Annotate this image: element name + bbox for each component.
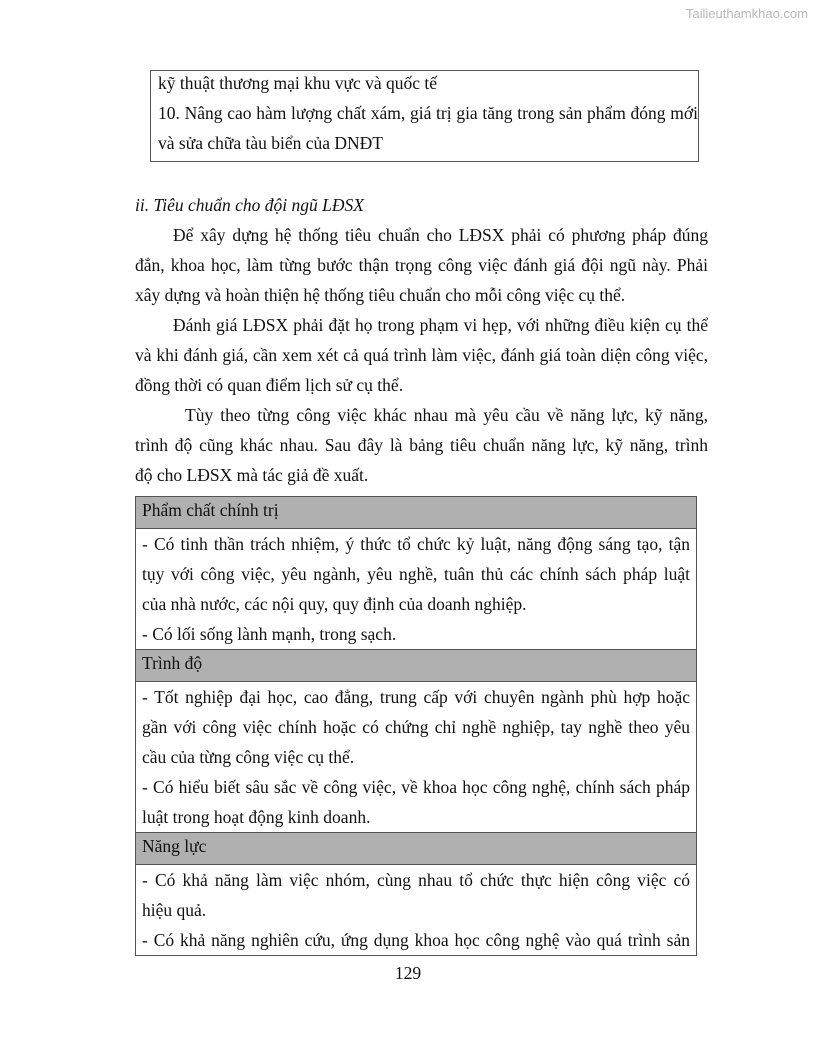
para-line: Để xây dựng hệ thống tiêu chuẩn cho LĐSX phải có phương pháp đúng [173,225,708,245]
cell-line: - Có khả năng làm việc nhóm, cùng nhau tổ chức thực hiện công việc có [142,870,690,890]
cell-line: - Có tinh thần trách nhiệm, ý thức tổ chức kỷ luật, năng động sáng tạo, tận [142,534,690,554]
table-section-header: Trình độ [136,650,697,682]
para-line: Tùy theo từng công việc khác nhau mà yêu cầu về năng lực, kỹ năng, [185,405,708,425]
cell-line: của nhà nước, các nội quy, quy định của doanh nghiệp. [142,594,527,614]
paragraph [135,220,708,490]
cell-line: - Có lối sống lành mạnh, trong sạch. [142,624,397,644]
standards-table [135,496,697,956]
cell-line: - Tốt nghiệp đại học, cao đẳng, trung cấp với chuyên ngành phù hợp hoặc [142,687,690,707]
table-section-header: Phẩm chất chính trị [136,497,697,529]
continued-box [150,70,699,162]
para-line: Đánh giá LĐSX phải đặt họ trong phạm vi hẹp, với những điều kiện cụ thể [173,315,708,335]
cell-line: - Có khả năng nghiên cứu, ứng dụng khoa học công nghệ vào quá trình sản [142,930,690,950]
section-heading: ii. Tiêu chuẩn cho đội ngũ LĐSX [135,195,364,215]
para-line: đồng thời có quan điểm lịch sử cụ thể. [135,375,404,395]
cell-line: luật trong hoạt động kinh doanh. [142,807,371,827]
table-row [136,865,697,956]
watermark: Tailieuthamkhao.com [685,6,808,21]
para-line: và khi đánh giá, cần xem xét cả quá trình làm việc, đánh giá toàn diện công việc, [135,345,708,365]
para-line: xây dựng và hoàn thiện hệ thống tiêu chuẩn cho mỗi công việc cụ thể. [135,285,626,305]
table-row [136,682,697,833]
box-line: và sửa chữa tàu biển của DNĐT [158,133,383,153]
table-section-header: Năng lực [136,833,697,865]
cell-line: hiệu quả. [142,900,207,920]
cell-line: tụy với công việc, yêu ngành, yêu nghề, tuân thủ các chính sách pháp luật [142,564,690,584]
table-row [136,529,697,650]
para-line: trình độ cũng khác nhau. Sau đây là bảng tiêu chuẩn năng lực, kỹ năng, trình [135,435,708,455]
cell-line: gần với công việc chính hoặc có chứng chỉ nghề nghiệp, tay nghề theo yêu [142,717,690,737]
box-line: 10. Nâng cao hàm lượng chất xám, giá trị gia tăng trong sản phẩm đóng mới [158,103,698,123]
page-number: 129 [394,963,422,983]
para-line: độ cho LĐSX mà tác giả đề xuất. [135,465,369,485]
cell-line: - Có hiểu biết sâu sắc về công việc, về khoa học công nghệ, chính sách pháp [142,777,690,797]
para-line: đắn, khoa học, làm từng bước thận trọng công việc đánh giá đội ngũ này. Phải [135,255,708,275]
cell-line: cầu của từng công việc cụ thể. [142,747,355,767]
box-line: kỹ thuật thương mại khu vực và quốc tế [158,73,438,93]
